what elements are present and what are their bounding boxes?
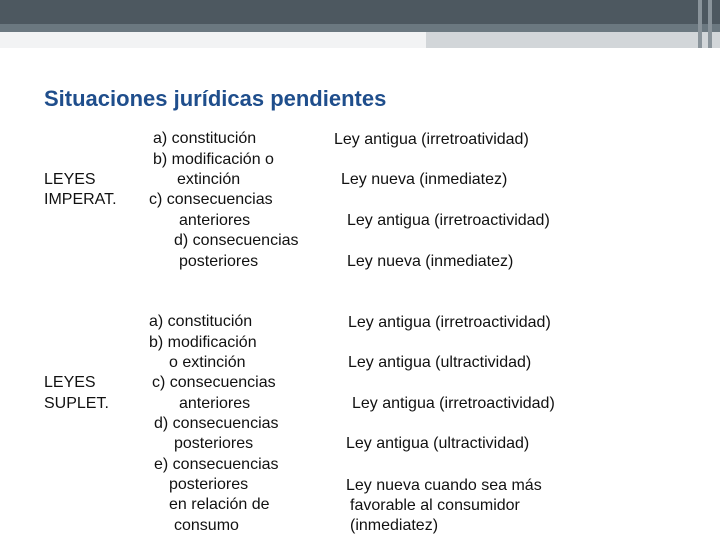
supletorias-law-line: Ley antigua (irretroactividad) [348,314,551,331]
supletorias-law-line: Ley nueva cuando sea más [346,477,542,494]
supletorias-law-line: (inmediatez) [350,517,439,534]
supletorias-label-line: LEYES [44,374,96,391]
imperativas-case-line: posteriores [179,253,259,270]
supletorias-case-line: en relación de [169,496,270,513]
slide-title: Situaciones jurídicas pendientes [44,86,387,111]
imperativas-label-line: LEYES [44,171,96,188]
supletorias-case-line: posteriores [169,476,249,493]
imperativas-law-line: Ley nueva (inmediatez) [347,253,514,270]
header-bar-dark [0,0,720,24]
imperativas-case-line: d) consecuencias [174,232,299,249]
supletorias-case-line: o extinción [169,354,246,371]
imperativas-case-line: a) constitución [153,130,257,147]
corner-stripe [708,0,712,48]
header-bar-light [0,32,426,48]
supletorias-law-line: Ley antigua (irretroactividad) [352,395,555,412]
supletorias-case-line: a) constitución [149,313,253,330]
supletorias-case-line: b) modificación [149,334,257,351]
imperativas-case-line: anteriores [179,212,251,229]
supletorias-case-line: e) consecuencias [154,456,279,473]
supletorias-case-line: posteriores [174,435,254,452]
imperativas-law-line: Ley nueva (inmediatez) [341,171,508,188]
header-bar-accent [426,32,720,48]
imperativas-law-line: Ley antigua (irretroatividad) [334,131,529,148]
imperativas-case-line: extinción [177,171,241,188]
supletorias-law-line: favorable al consumidor [350,497,520,514]
corner-stripe [698,0,702,48]
imperativas-law-line: Ley antigua (irretroactividad) [347,212,550,229]
imperativas-case-line: c) consecuencias [149,191,273,208]
supletorias-label-line: SUPLET. [44,395,109,412]
supletorias-law-line: Ley antigua (ultractividad) [346,435,530,452]
supletorias-case-line: d) consecuencias [154,415,279,432]
supletorias-case-line: c) consecuencias [152,374,276,391]
supletorias-case-line: anteriores [179,395,251,412]
imperativas-case-line: b) modificación o [153,151,274,168]
supletorias-case-line: consumo [174,517,239,534]
supletorias-law-line: Ley antigua (ultractividad) [348,354,532,371]
imperativas-label-line: IMPERAT. [44,191,117,208]
header-bar-mid [0,24,720,32]
